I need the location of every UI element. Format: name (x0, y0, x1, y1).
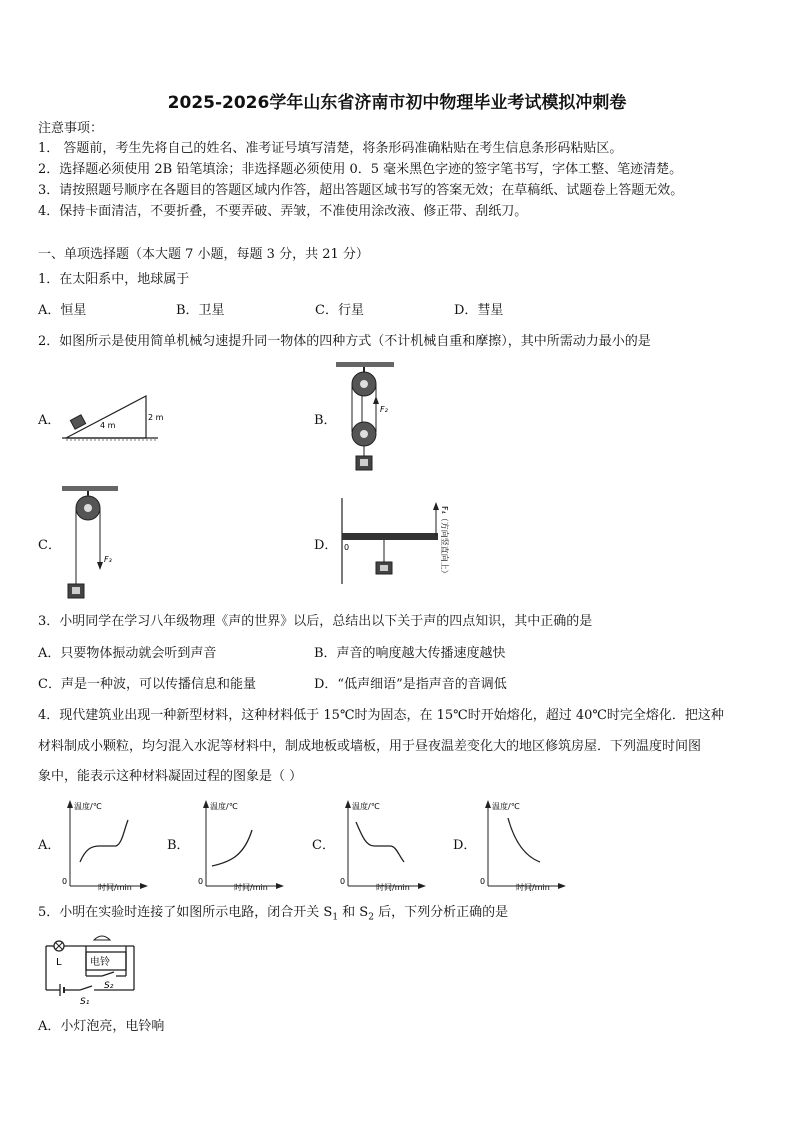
bell-label: 电铃 (90, 957, 110, 968)
question-1-stem: 1．在太阳系中，地球属于 (38, 272, 190, 287)
q5-option-a: A．小灯泡亮，电铃响 (38, 1019, 165, 1034)
q1-option-d: D．彗星 (454, 303, 504, 318)
incline-length-label: 4 m (100, 421, 116, 430)
notice-item: 2．选择题必须使用 2B 铅笔填涂；非选择题必须使用 0．5 毫米黑色字迹的签字笔书写，字体工整、笔迹清楚。 (38, 162, 683, 177)
q3-option-b: B．声音的响度越大传播速度越快 (314, 646, 506, 661)
q2-label-a: A． (38, 413, 61, 428)
q3-option-d: D．“低声细语”是指声音的音调低 (314, 677, 507, 692)
question-3-stem: 3．小明同学在学习八年级物理《声的世界》以后，总结出以下关于声的四点知识，其中正确的是 (38, 614, 593, 629)
question-5-stem: 5．小明在实验时连接了如图所示电路，闭合开关 $S_1$ 和 $S_2$ 后，下列分析正确的是 (38, 905, 509, 923)
question-2-stem: 2．如图所示是使用简单机械匀速提升同一物体的四种方式（不计机械自重和摩擦），其中所需动力最小的是 (38, 334, 651, 349)
q4-label-a: A． (38, 838, 61, 853)
q4-label-b: B． (167, 838, 190, 853)
q2-label-c: C． (38, 538, 61, 553)
q2-label-b: B． (314, 413, 337, 428)
pulley-block-figure (336, 362, 396, 477)
lamp-label: L (56, 957, 62, 968)
graph-xlabel: 时间/min (376, 883, 410, 892)
graph-xlabel: 时间/min (98, 883, 132, 892)
graph-origin: 0 (198, 877, 204, 886)
graph-d (478, 800, 568, 892)
q1-option-c: C．行星 (315, 303, 364, 318)
q4-label-c: C． (312, 838, 335, 853)
circuit-figure (42, 932, 142, 1008)
q3-option-c: C．声是一种波，可以传播信息和能量 (38, 677, 256, 692)
section-heading: 一、单项选择题（本大题 7 小题，每题 3 分，共 21 分） (38, 247, 369, 262)
switch-s2-label: S₂ (104, 981, 114, 991)
lever-figure (338, 498, 458, 588)
graph-ylabel: 温度/℃ (352, 802, 380, 811)
graph-a (60, 800, 150, 892)
fixed-pulley-force-label: F₃ (104, 555, 112, 564)
lever-origin-label: 0 (344, 543, 350, 552)
graph-c (338, 800, 428, 892)
q1-option-a: A．恒星 (38, 303, 87, 318)
incline-figure (62, 392, 162, 442)
question-4-line: 4．现代建筑业出现一种新型材料，这种材料低于 15℃时为固态，在 15℃时开始熔化，超过 40℃时完全熔化．把这种 (38, 708, 724, 723)
fixed-pulley-figure (62, 486, 122, 606)
notice-item: 3．请按照题号顺序在各题目的答题区域内作答，超出答题区域书写的答案无效；在草稿纸、试题卷上答题无效。 (38, 183, 684, 198)
graph-xlabel: 时间/min (516, 883, 550, 892)
q2-label-d: D． (314, 538, 338, 553)
q3-option-a: A．只要物体振动就会听到声音 (38, 646, 217, 661)
graph-xlabel: 时间/min (234, 883, 268, 892)
page-title: 2025-2026学年山东省济南市初中物理毕业考试模拟冲刺卷 (167, 93, 627, 113)
switch-s1-label: S₁ (80, 997, 90, 1007)
graph-ylabel: 温度/℃ (210, 802, 238, 811)
graph-ylabel: 温度/℃ (492, 802, 520, 811)
graph-ylabel: 温度/℃ (74, 802, 102, 811)
graph-origin: 0 (340, 877, 346, 886)
question-4-line: 材料制成小颗粒，均匀混入水泥等材料中，制成地板或墙板，用于昼夜温差变化大的地区修筑房屋．下列温度时间图 (38, 739, 702, 754)
pulley-force-label: F₂ (380, 405, 388, 414)
incline-height-label: 2 m (148, 413, 164, 422)
notice-heading: 注意事项： (38, 121, 104, 136)
notice-item: 1． 答题前，考生先将自己的姓名、准考证号填写清楚，将条形码准确粘贴在考生信息条形码粘贴区。 (38, 141, 623, 156)
q4-label-d: D． (453, 838, 477, 853)
graph-b (196, 800, 286, 892)
lever-force-label: F₄（方向竖直向上） (440, 506, 449, 578)
graph-origin: 0 (480, 877, 486, 886)
notice-item: 4．保持卡面清洁，不要折叠，不要弄破、弄皱，不准使用涂改液、修正带、刮纸刀。 (38, 204, 528, 219)
q1-option-b: B．卫星 (176, 303, 225, 318)
question-4-line: 象中，能表示这种材料凝固过程的图象是（ ） (38, 769, 303, 784)
graph-origin: 0 (62, 877, 68, 886)
